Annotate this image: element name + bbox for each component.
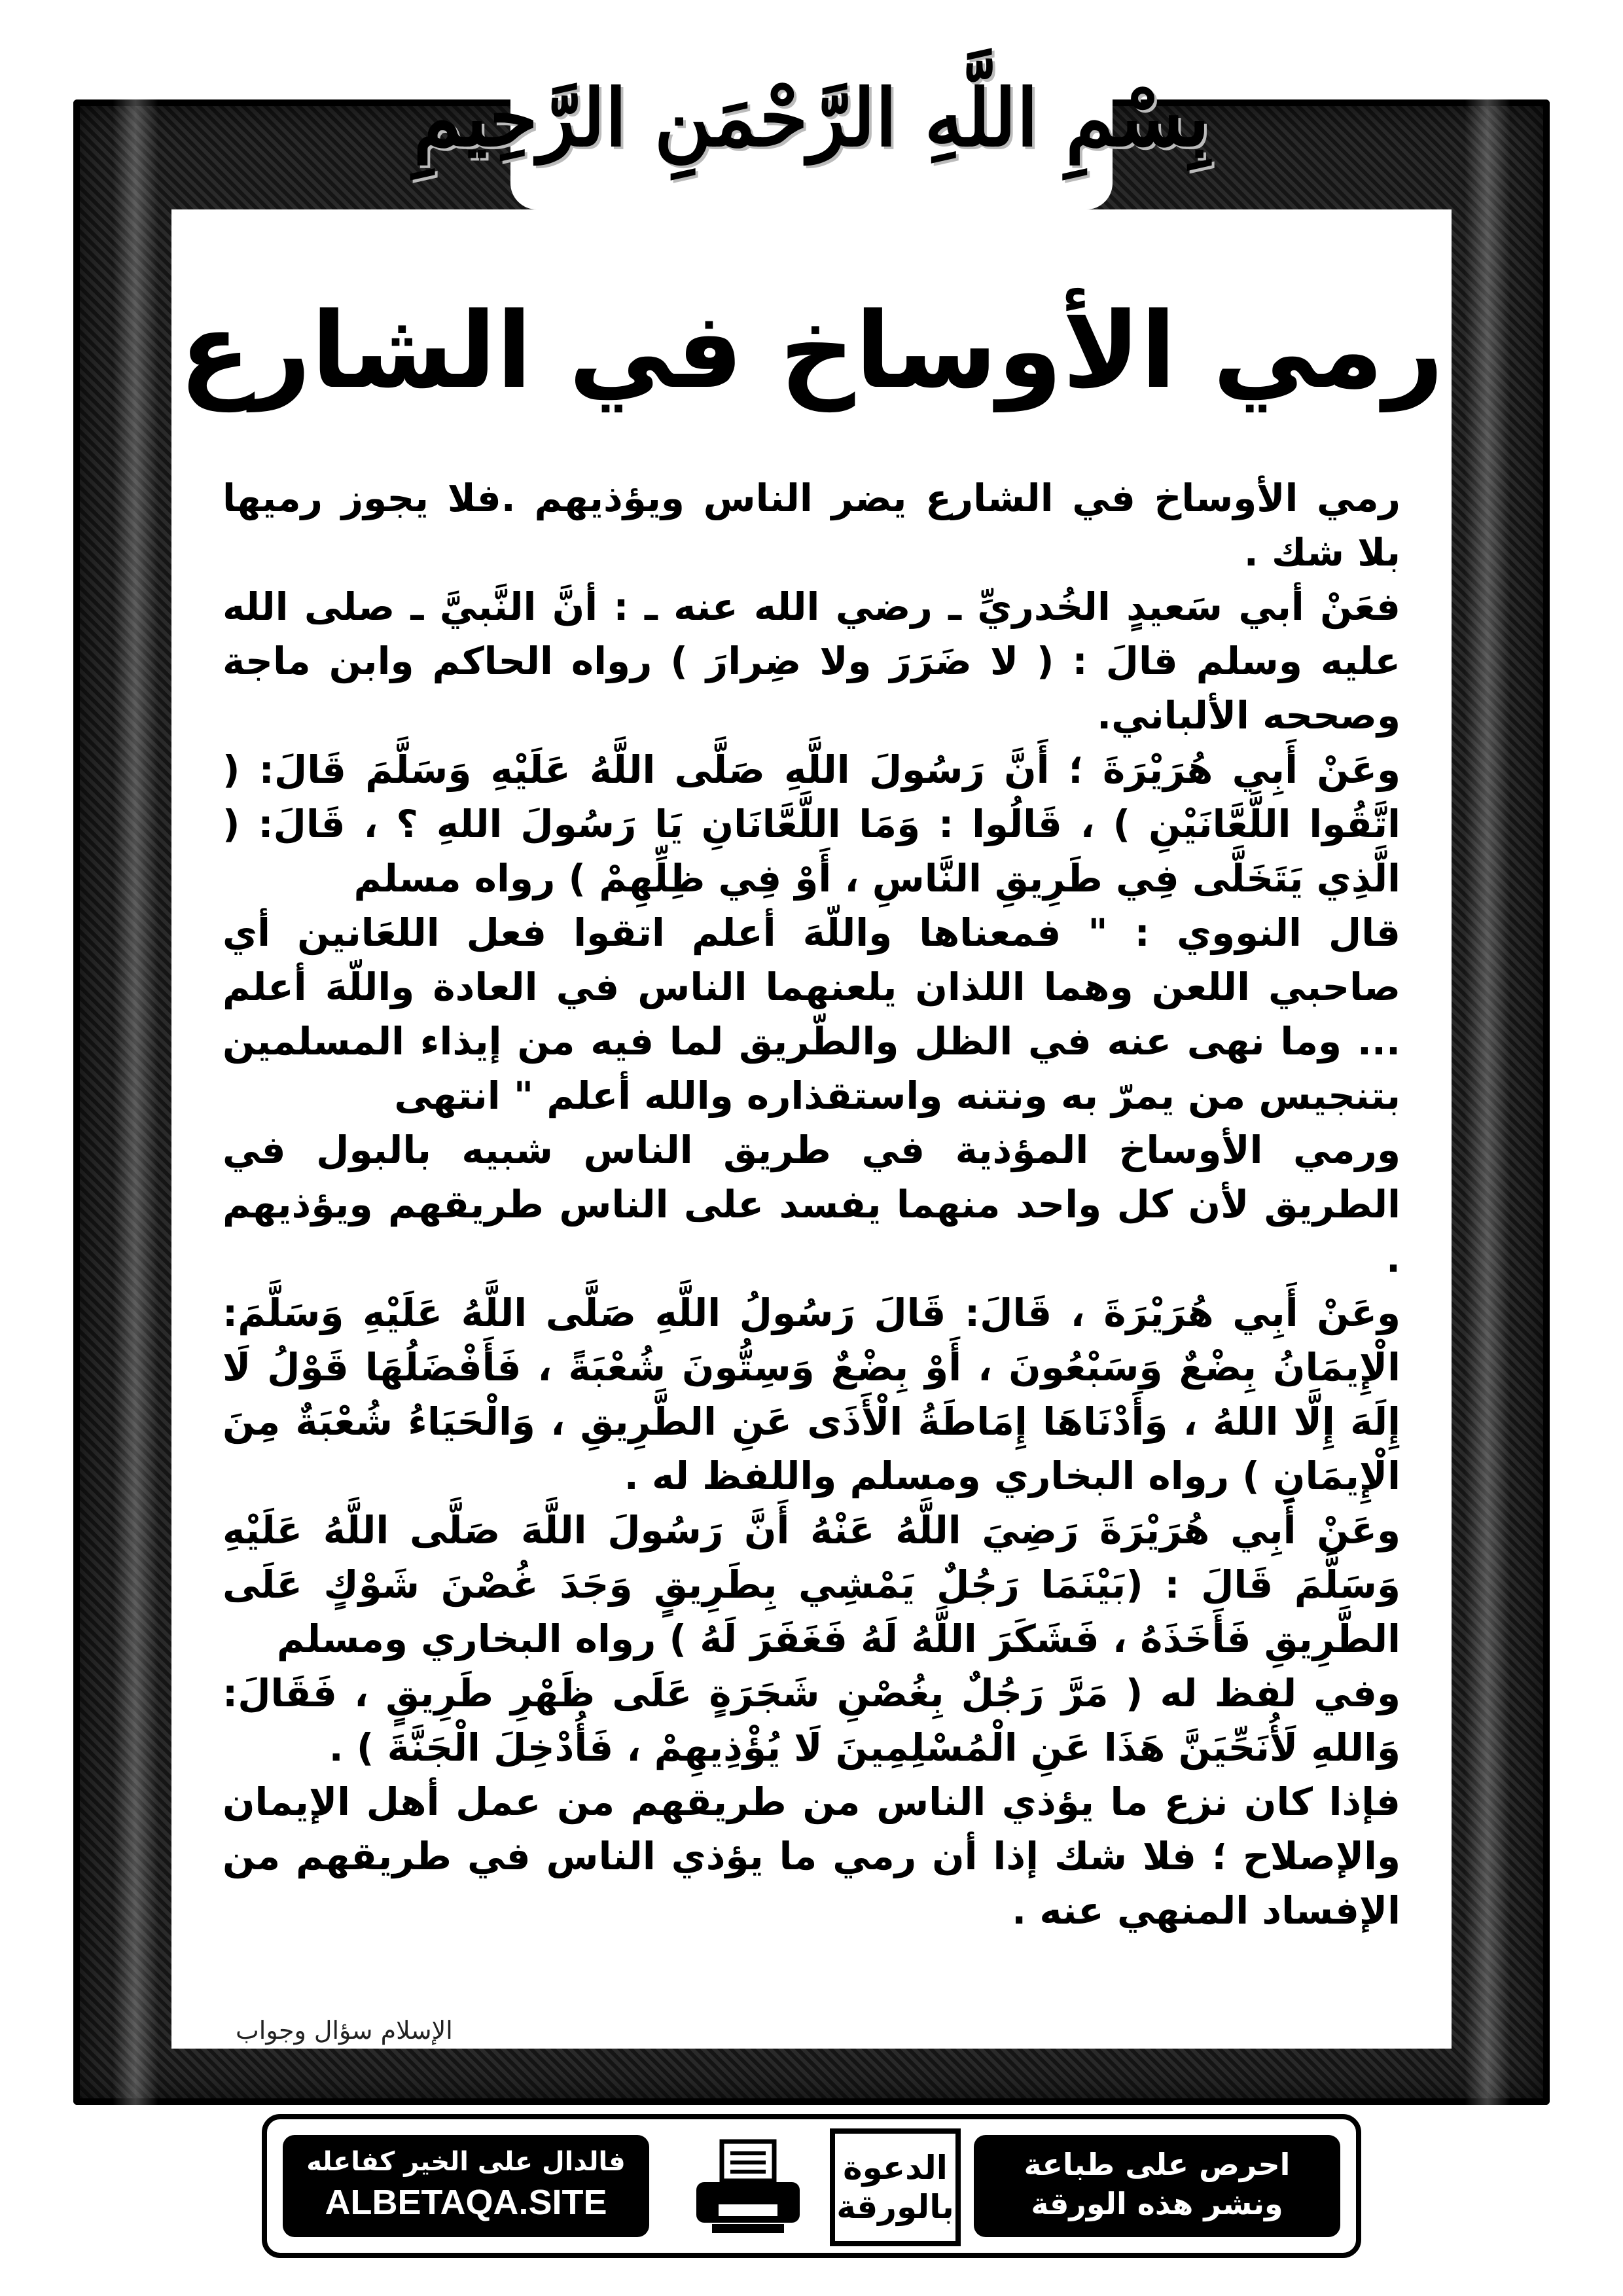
footer-banner <box>262 2114 1361 2258</box>
article-body <box>223 471 1400 1938</box>
paragraph-5: ورمي الأوساخ المؤذية في طريق الناس شبيه بالبول في الطريق لأن كل واحد منهما يفسد على الناس طريقهم ويؤذيهم . <box>223 1128 1400 1281</box>
paragraph-1: رمي الأوساخ في الشارع يضر الناس ويؤذيهم .فلا يجوز رميها بلا شك . <box>223 476 1400 575</box>
paragraph-3: وعَنْ أَبِي هُرَيْرَةَ ؛ أَنَّ رَسُولَ اللَّهِ صَلَّى اللَّهُ عَلَيْهِ وَسَلَّمَ قَالَ: ( اتَّقُوا اللَّعَّانَيْنِ ) ، قَالُوا : وَمَا اللَّعَّانَانِ يَا رَسُولَ اللهِ ؟ ، قَالَ: ( الَّذِي يَتَخَلَّى فِي طَرِيقِ النَّاسِ ، أَوْ فِي ظِلِّهِمْ ) رواه مسلم <box>223 747 1400 901</box>
paragraph-8: وفي لفظ له ( مَرَّ رَجُلٌ بِغُصْنِ شَجَرَةٍ عَلَى ظَهْرِ طَرِيقٍ ، فَقَالَ: وَاللهِ لَأُنَحِّيَنَّ هَذَا عَنِ الْمُسْلِمِينَ لَا يُؤْذِيهِمْ ، فَأُدْخِلَ الْجَنَّةَ ) . <box>223 1671 1400 1770</box>
dawah-logo <box>830 2128 961 2246</box>
logo-word-2: بالورقة <box>836 2188 954 2226</box>
proverb-text: فالدال على الخير كفاعله <box>306 2147 626 2177</box>
print-appeal-line-1: احرص على طباعة <box>1024 2147 1291 2182</box>
basmala-box <box>413 26 1210 209</box>
logo-word-1: الدعوة <box>843 2149 948 2187</box>
basmala-calligraphy: بِسْمِ اللَّهِ الرَّحْمَنِ الرَّحِيمِ <box>413 71 1210 164</box>
paragraph-2: فعَنْ أبي سَعيدٍ الخُدريِّ ـ رضي الله عنه ـ : أنَّ النَّبيَّ ـ صلى الله عليه وسلم قالَ : ( لا ضَرَرَ ولا ضِرارَ ) رواه الحاكم وابن ماجة وصححه الألباني. <box>223 584 1400 738</box>
paragraph-9: فإذا كان نزع ما يؤذي الناس من طريقهم من عمل أهل الإيمان والإصلاح ؛ فلا شك إذا أن رمي ما يؤذي الناس في طريقهم من الإفساد المنهي عنه . <box>223 1780 1400 1933</box>
source-attribution: الإسلام سؤال وجواب <box>236 2016 453 2045</box>
website-url[interactable]: ALBETAQA.SITE <box>325 2183 607 2222</box>
page-title: رمي الأوساخ في الشارع <box>179 289 1444 412</box>
website-box <box>283 2135 649 2237</box>
print-appeal-box <box>974 2135 1340 2237</box>
print-appeal-line-2: ونشر هذه الورقة <box>1031 2186 1283 2221</box>
printer-icon <box>692 2139 804 2237</box>
paragraph-4: قال النووي : " فمعناها واللّهَ أعلم اتقوا فعل اللعَانين أي صاحبي اللعن وهما اللذان يلعنهما الناس في العادة واللّهَ أعلم ... وما نهى عنه في الظل والطّريق لما فيه من إيذاء المسلمين بتنجيس من يمرّ به ونتنه واستقذاره والله أعلم " انتهى <box>223 910 1400 1118</box>
paragraph-6: وعَنْ أَبِي هُرَيْرَةَ ، قَالَ: قَالَ رَسُولُ اللَّهِ صَلَّى اللَّهُ عَلَيْهِ وَسَلَّمَ: الْإِيمَانُ بِضْعٌ وَسَبْعُونَ ، أَوْ بِضْعٌ وَسِتُّونَ شُعْبَةً ، فَأَفْضَلُهَا قَوْلُ لَا إِلَهَ إِلَّا اللهُ ، وَأَدْنَاهَا إِمَاطَةُ الْأَذَى عَنِ الطَّرِيقِ ، وَالْحَيَاءُ شُعْبَةٌ مِنَ الْإِيمَانِ ) رواه البخاري ومسلم واللفظ له . <box>223 1291 1400 1498</box>
paragraph-7: وعَنْ أَبِي هُرَيْرَةَ رَضِيَ اللَّهُ عَنْهُ أَنَّ رَسُولَ اللَّهَ صَلَّى اللَّهُ عَلَيْهِ وَسَلَّمَ قَالَ : (بَيْنَمَا رَجُلٌ يَمْشِي بِطَرِيقٍ وَجَدَ غُصْنَ شَوْكٍ عَلَى الطَّرِيقِ فَأَخَذَهُ ، فَشَكَرَ اللَّهُ لَهُ فَغَفَرَ لَهُ ) رواه البخاري ومسلم <box>223 1508 1400 1661</box>
